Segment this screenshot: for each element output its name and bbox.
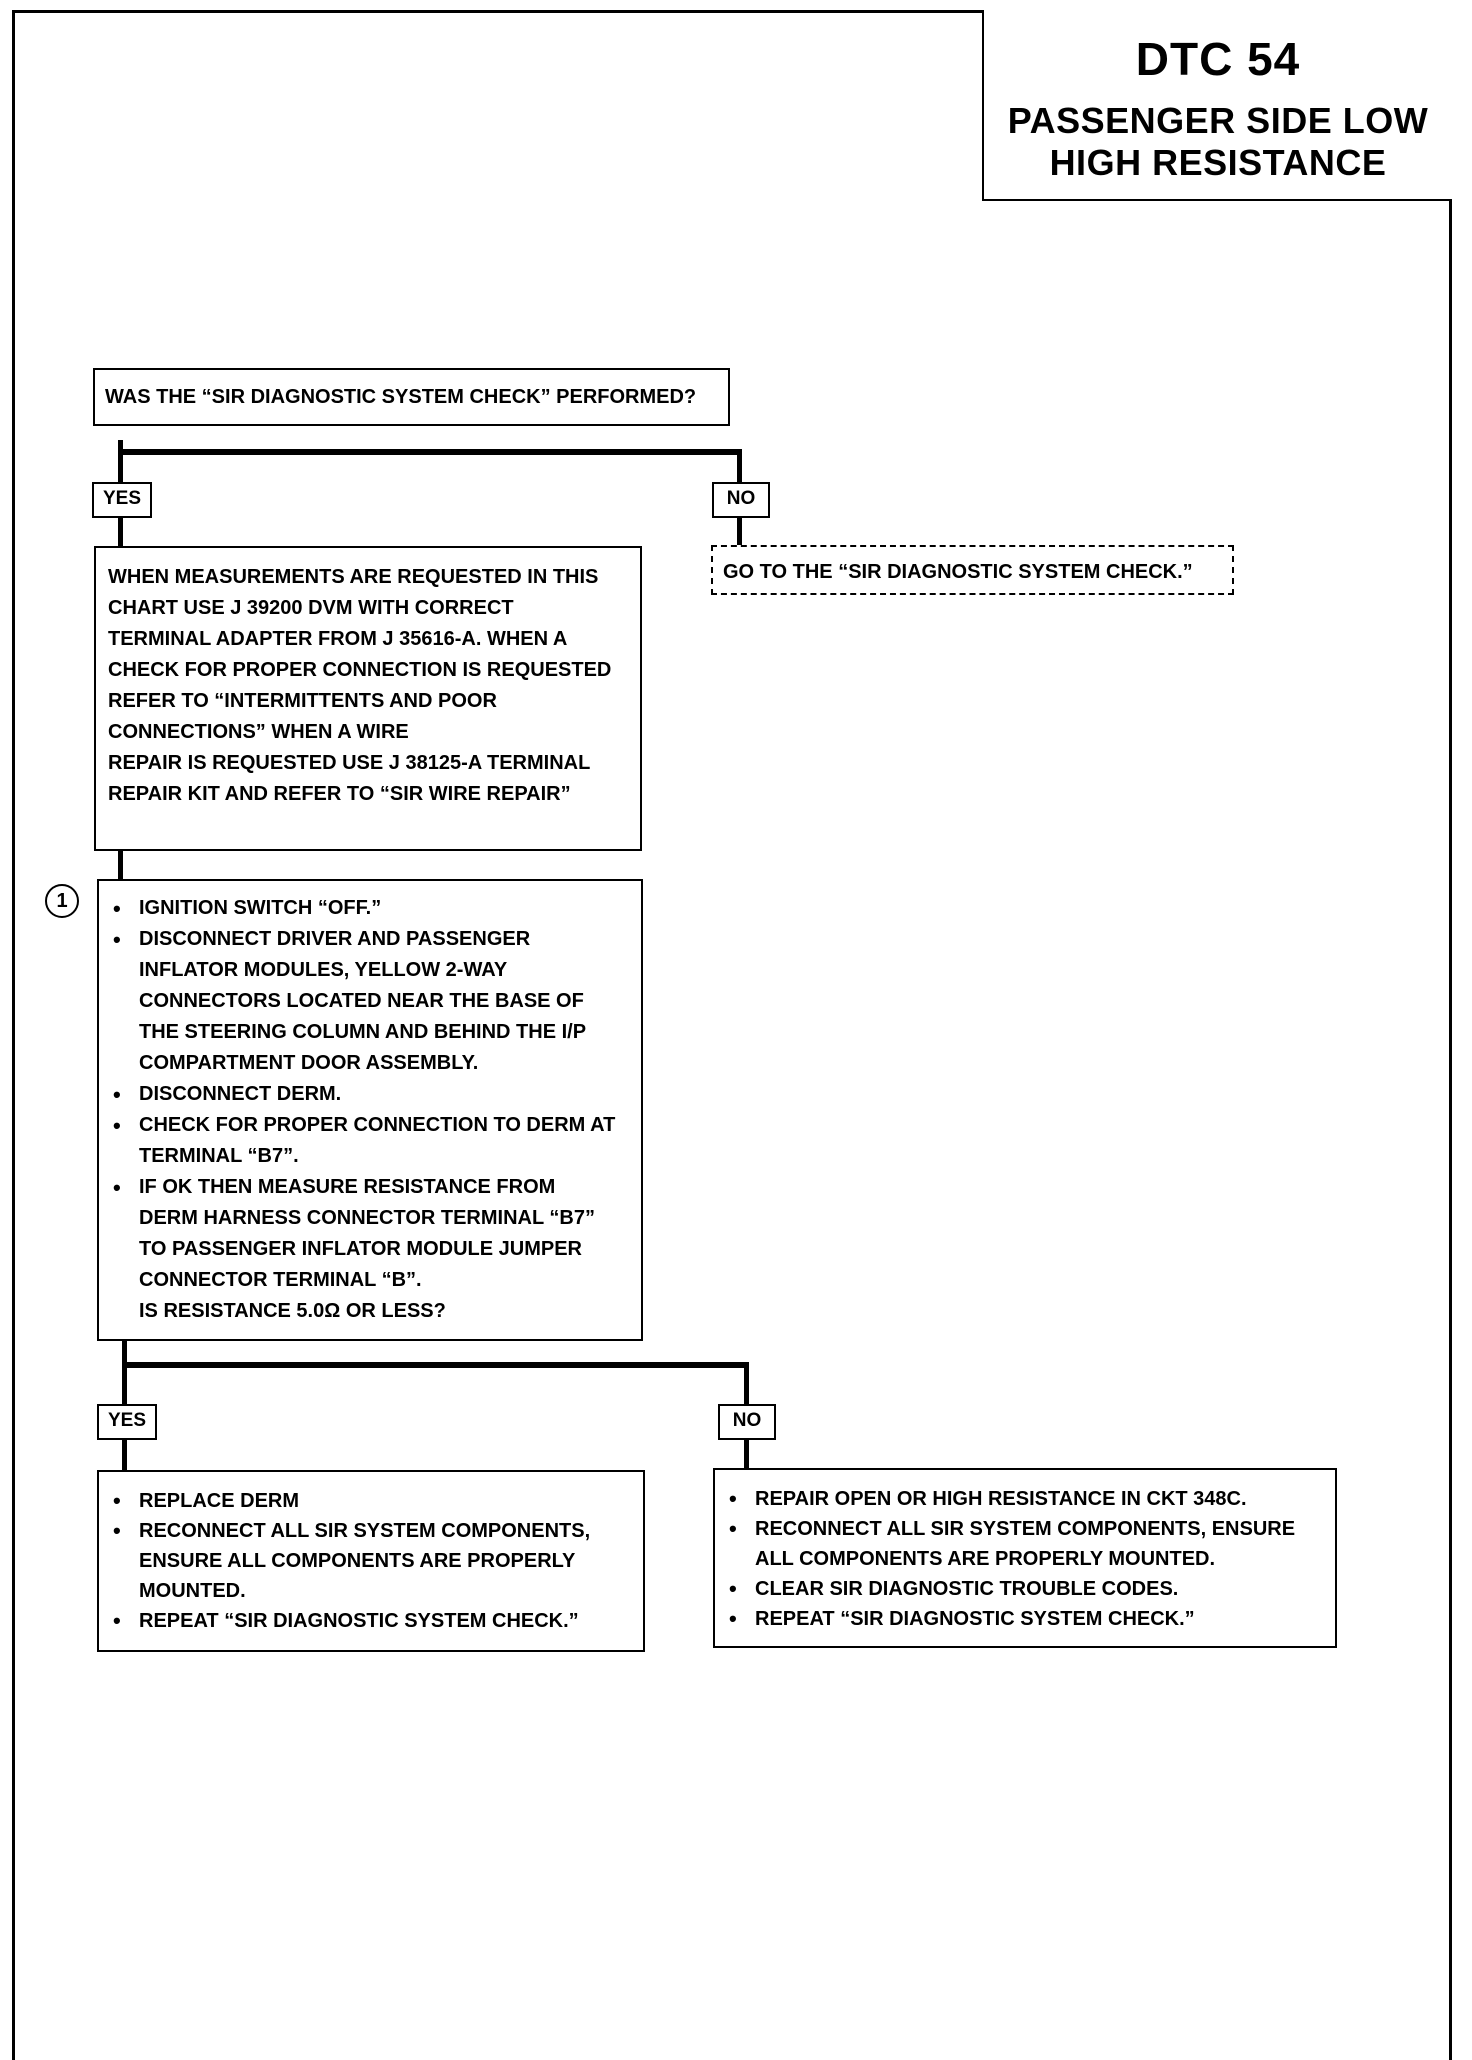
go-to-diagnostic-check-box — [711, 545, 1234, 595]
no-action-item: • CLEAR SIR DIAGNOSTIC TROUBLE CODES. — [719, 1574, 1329, 1604]
connector-instr-down — [118, 851, 123, 879]
dtc-code: DTC 54 — [1135, 33, 1301, 85]
no-action-item: • REPAIR OPEN OR HIGH RESISTANCE IN CKT 348C. — [719, 1484, 1329, 1514]
step1-item: • IF OK THEN MEASURE RESISTANCE FROM DERM HARNESS CONNECTOR TERMINAL “B7” TO PASSENGER INFLATOR MODULE JUMPER CONNECTOR TERMINAL “B”. IS RESISTANCE 5.0Ω OR LESS? — [103, 1172, 633, 1327]
instructions-box: WHEN MEASUREMENTS ARE REQUESTED IN THIS CHART USE J 39200 DVM WITH CORRECT TERMINAL ADAPTER FROM J 35616-A. WHEN A CHECK FOR PROPER CONNECTION IS REQUESTED REFER TO “INTERMITTENTS AND POOR CONNECTIONS” WHEN A WIRE REPAIR IS REQUESTED USE J 38125-A TERMINAL REPAIR KIT AND REFER TO “SIR WIRE REPAIR” — [94, 546, 642, 851]
step-number: 1 — [56, 890, 68, 912]
no-label-q2 — [718, 1404, 776, 1440]
step1-item: • CHECK FOR PROPER CONNECTION TO DERM AT TERMINAL “B7”. — [103, 1110, 633, 1172]
connector-no1-down — [737, 518, 742, 545]
step1-item: • DISCONNECT DRIVER AND PASSENGER INFLATOR MODULES, YELLOW 2-WAY CONNECTORS LOCATED NEAR THE BASE OF THE STEERING COLUMN AND BEHIND THE I/P COMPARTMENT DOOR ASSEMBLY. — [103, 924, 633, 1079]
yes-label-q1 — [92, 482, 152, 518]
question-diagnostic-check — [93, 368, 730, 426]
yes-label-q2 — [97, 1404, 157, 1440]
step1-box — [97, 879, 643, 1341]
yes-action-list — [103, 1486, 637, 1636]
no-label-q1-text: NO — [726, 488, 756, 509]
title-line-2: HIGH RESISTANCE — [1049, 142, 1387, 183]
yes-action-box — [97, 1470, 645, 1652]
connector-yes2-down — [122, 1440, 127, 1470]
connector-step1-down — [122, 1341, 127, 1407]
go-to-diagnostic-check-text: GO TO THE “SIR DIAGNOSTIC SYSTEM CHECK.” — [723, 561, 1193, 583]
connector-q1-no-down — [737, 449, 742, 482]
no-action-item: • REPEAT “SIR DIAGNOSTIC SYSTEM CHECK.” — [719, 1604, 1329, 1634]
yes-action-item: • RECONNECT ALL SIR SYSTEM COMPONENTS, ENSURE ALL COMPONENTS ARE PROPERLY MOUNTED. — [103, 1516, 637, 1606]
question-diagnostic-check-text: WAS THE “SIR DIAGNOSTIC SYSTEM CHECK” PERFORMED? — [105, 386, 697, 408]
no-label-q2-text: NO — [732, 1410, 762, 1431]
connector-yes1-down — [118, 518, 123, 546]
title-line-1: PASSENGER SIDE LOW — [1007, 100, 1429, 141]
title-block — [982, 10, 1452, 201]
no-action-item: • RECONNECT ALL SIR SYSTEM COMPONENTS, ENSURE ALL COMPONENTS ARE PROPERLY MOUNTED. — [719, 1514, 1329, 1574]
step1-item: • DISCONNECT DERM. — [103, 1079, 633, 1110]
step1-item: • IGNITION SWITCH “OFF.” — [103, 893, 633, 924]
yes-label-q1-text: YES — [102, 488, 142, 509]
connector-q2-branch — [122, 1362, 749, 1368]
connector-q2-no-down — [744, 1362, 749, 1406]
no-action-list — [719, 1484, 1329, 1634]
connector-q1-down — [118, 440, 123, 485]
yes-action-item: • REPLACE DERM — [103, 1486, 637, 1516]
no-label-q1 — [712, 482, 770, 518]
yes-action-item: • REPEAT “SIR DIAGNOSTIC SYSTEM CHECK.” — [103, 1606, 637, 1636]
step-number-circle — [45, 884, 79, 918]
step1-list — [103, 893, 633, 1327]
yes-label-q2-text: YES — [107, 1410, 147, 1431]
connector-q1-branch — [118, 449, 742, 455]
no-action-box — [713, 1468, 1337, 1648]
connector-no2-down — [744, 1440, 749, 1468]
